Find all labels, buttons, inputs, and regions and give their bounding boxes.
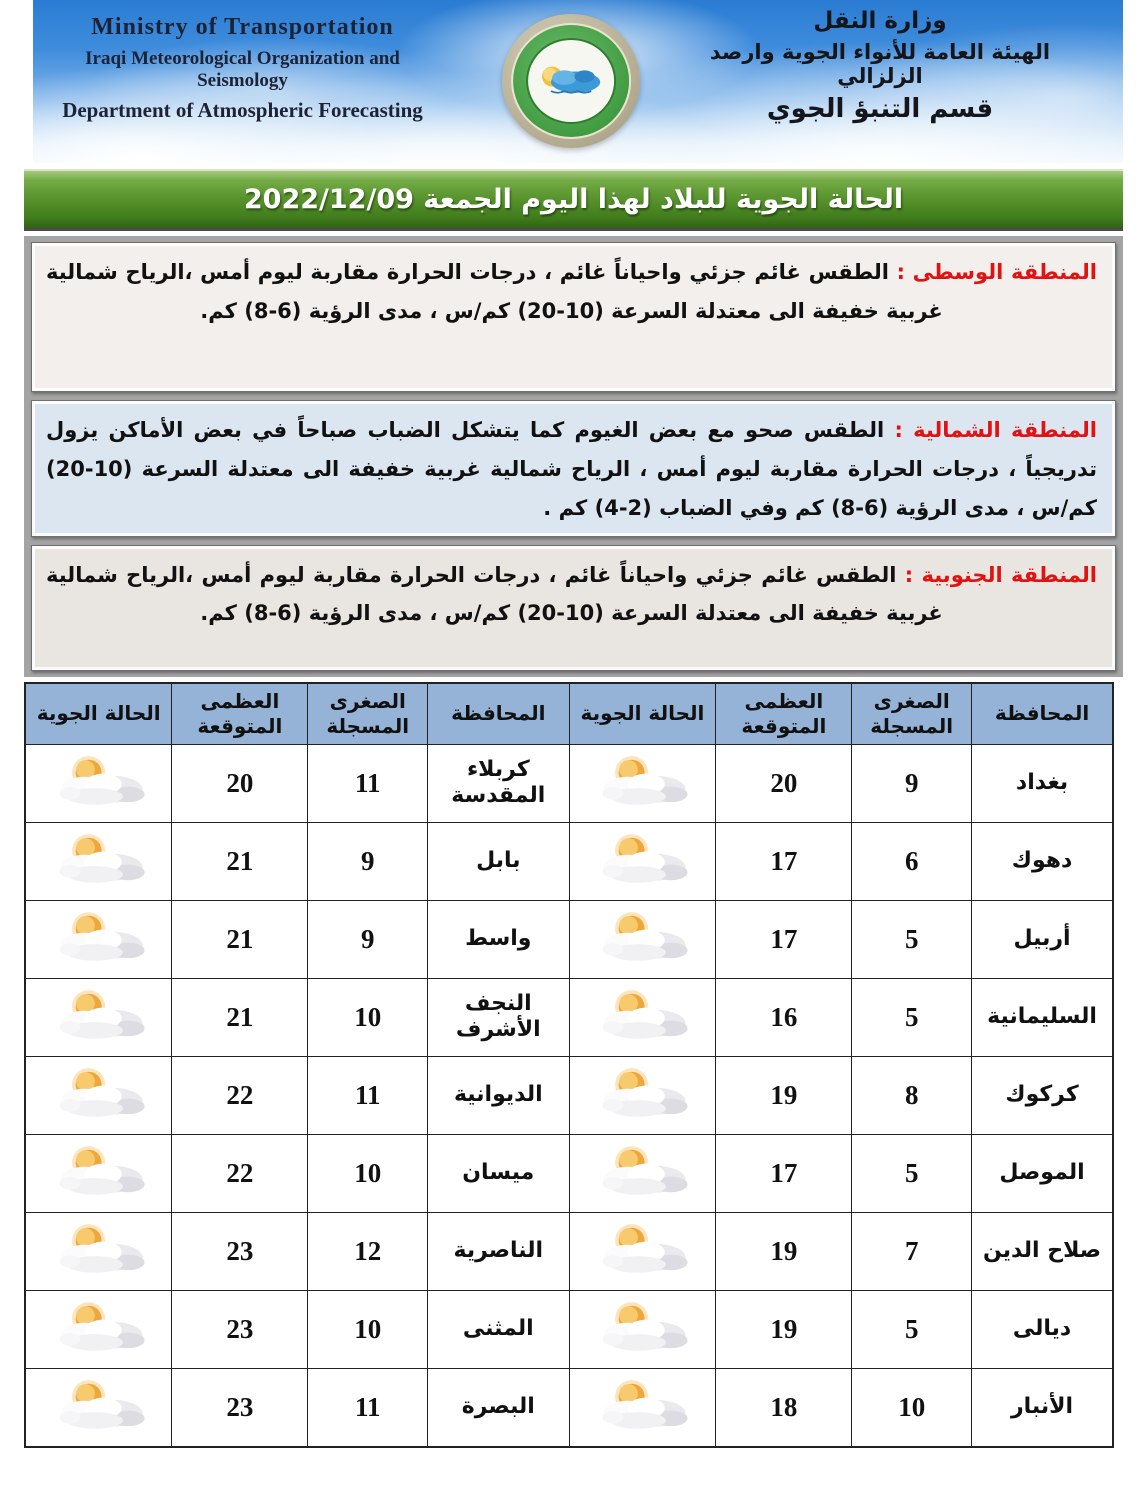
header-min-left: الصغرى المسجلة [308, 683, 428, 745]
header-condition-left: الحالة الجوية [25, 683, 172, 745]
bulletin-title: الحالة الجوية للبلاد لهذا اليوم الجمعة 2022/12/09 [243, 184, 904, 215]
max-temp-cell: 20 [172, 744, 308, 822]
province-cell: كربلاء المقدسة [428, 744, 569, 822]
condition-cell [25, 900, 172, 978]
region-north-text: الطقس صحو مع بعض الغيوم كما يتشكل الضباب صباحاً في بعض الأماكن يزول تدريجياً ، درجات الحرارة مقاربة ليوم أمس ، الرياح شمالية غربية خفيفة الى معتدلة السرعة (10-20) كم/س ، مدى الرؤية (6-8) كم وفي الضباب (2-4) كم . [46, 418, 1097, 520]
header-english-titles [55, 14, 430, 123]
province-cell: دهوك [972, 822, 1113, 900]
max-temp-cell: 19 [716, 1212, 852, 1290]
province-cell: الموصل [972, 1134, 1113, 1212]
region-south-paragraph [46, 556, 1097, 634]
condition-cell [25, 744, 172, 822]
min-temp-cell: 5 [852, 1134, 972, 1212]
region-north-box [31, 400, 1116, 537]
min-temp-cell: 11 [308, 744, 428, 822]
min-temp-cell: 9 [852, 744, 972, 822]
max-temp-cell: 19 [716, 1290, 852, 1368]
min-temp-cell: 5 [852, 978, 972, 1056]
region-north-title: المنطقة الشمالية : [894, 418, 1097, 442]
header-condition-right: الحالة الجوية [569, 683, 716, 745]
province-cell: النجف الأشرف [428, 978, 569, 1056]
max-temp-cell: 21 [172, 900, 308, 978]
min-temp-cell: 6 [852, 822, 972, 900]
sun-behind-cloud-icon [592, 1378, 692, 1436]
condition-cell [25, 1290, 172, 1368]
region-central-title: المنطقة الوسطى : [896, 260, 1097, 284]
province-cell: السليمانية [972, 978, 1113, 1056]
max-temp-cell: 21 [172, 978, 308, 1056]
condition-cell [569, 822, 716, 900]
sun-behind-cloud-icon [49, 988, 149, 1046]
sun-behind-cloud-icon [592, 1144, 692, 1202]
sun-behind-cloud-icon [49, 910, 149, 968]
condition-cell [569, 1290, 716, 1368]
sun-behind-cloud-icon [49, 832, 149, 890]
min-temp-cell: 9 [308, 822, 428, 900]
met-org-seal-icon [502, 14, 640, 148]
min-temp-cell: 5 [852, 1290, 972, 1368]
province-cell: واسط [428, 900, 569, 978]
organization-title-en: Iraqi Meteorological Organization and Seismology [85, 48, 400, 91]
province-cell: أربيل [972, 900, 1113, 978]
min-temp-cell: 9 [308, 900, 428, 978]
min-temp-cell: 10 [308, 1134, 428, 1212]
header-province-right: المحافظة [972, 683, 1113, 745]
province-cell: ميسان [428, 1134, 569, 1212]
sun-behind-cloud-icon [592, 1222, 692, 1280]
condition-cell [25, 978, 172, 1056]
table-row [25, 1290, 1113, 1368]
header-province-left: المحافظة [428, 683, 569, 745]
table-row [25, 978, 1113, 1056]
sun-behind-cloud-icon [49, 1378, 149, 1436]
min-temp-cell: 10 [852, 1368, 972, 1447]
min-temp-cell: 12 [308, 1212, 428, 1290]
region-south-text: الطقس غائم جزئي واحياناً غائم ، درجات الحرارة مقاربة ليوم أمس ،الرياح شمالية غربية خفيفة الى معتدلة السرعة (10-20) كم/س ، مدى الرؤية (6-8) كم. [46, 562, 943, 626]
province-cell: كركوك [972, 1056, 1113, 1134]
min-temp-cell: 11 [308, 1056, 428, 1134]
provinces-weather-table [24, 682, 1114, 1448]
max-temp-cell: 21 [172, 822, 308, 900]
region-central-text: الطقس غائم جزئي واحياناً غائم ، درجات الحرارة مقاربة ليوم أمس ،الرياح شمالية غربية خفيفة الى معتدلة السرعة (10-20) كم/س ، مدى الرؤية (6-8) كم. [46, 260, 943, 323]
sun-behind-cloud-icon [592, 754, 692, 812]
max-temp-cell: 20 [716, 744, 852, 822]
table-row [25, 822, 1113, 900]
condition-cell [25, 1056, 172, 1134]
sun-behind-cloud-icon [49, 1144, 149, 1202]
header-max-right: العظمى المتوقعة [716, 683, 852, 745]
sun-behind-cloud-icon [592, 832, 692, 890]
region-south-box [31, 545, 1116, 671]
condition-cell [25, 822, 172, 900]
document-header [33, 0, 1123, 163]
province-cell: صلاح الدين [972, 1212, 1113, 1290]
sun-behind-cloud-icon [49, 1300, 149, 1358]
condition-cell [569, 744, 716, 822]
date-banner [24, 169, 1123, 231]
min-temp-cell: 7 [852, 1212, 972, 1290]
header-arabic-titles [665, 8, 1095, 124]
max-temp-cell: 19 [716, 1056, 852, 1134]
province-cell: الناصرية [428, 1212, 569, 1290]
table-row [25, 1368, 1113, 1447]
sun-behind-cloud-icon [49, 1222, 149, 1280]
sun-behind-cloud-icon [49, 1066, 149, 1124]
sun-behind-cloud-icon [592, 1066, 692, 1124]
province-cell: البصرة [428, 1368, 569, 1447]
sun-behind-cloud-icon [592, 1300, 692, 1358]
header-min-right: الصغرى المسجلة [852, 683, 972, 745]
condition-cell [25, 1134, 172, 1212]
province-cell: الديوانية [428, 1056, 569, 1134]
table-row [25, 1134, 1113, 1212]
min-temp-cell: 11 [308, 1368, 428, 1447]
max-temp-cell: 17 [716, 900, 852, 978]
province-cell: ديالى [972, 1290, 1113, 1368]
table-row [25, 1056, 1113, 1134]
department-title-en: Department of Atmospheric Forecasting [62, 98, 423, 122]
max-temp-cell: 16 [716, 978, 852, 1056]
min-temp-cell: 10 [308, 978, 428, 1056]
max-temp-cell: 17 [716, 1134, 852, 1212]
condition-cell [25, 1212, 172, 1290]
table-row [25, 744, 1113, 822]
min-temp-cell: 10 [308, 1290, 428, 1368]
table-header-row [25, 683, 1113, 745]
province-cell: بابل [428, 822, 569, 900]
max-temp-cell: 23 [172, 1368, 308, 1447]
header-max-left: العظمى المتوقعة [172, 683, 308, 745]
max-temp-cell: 23 [172, 1290, 308, 1368]
max-temp-cell: 23 [172, 1212, 308, 1290]
sun-behind-cloud-icon [592, 910, 692, 968]
region-central-box [31, 242, 1116, 392]
province-cell: الأنبار [972, 1368, 1113, 1447]
ministry-title-en: Ministry of Transportation [91, 14, 394, 40]
sun-behind-cloud-icon [49, 754, 149, 812]
table-row [25, 900, 1113, 978]
condition-cell [569, 978, 716, 1056]
region-central-paragraph [46, 253, 1097, 331]
max-temp-cell: 17 [716, 822, 852, 900]
organization-title-ar: الهيئة العامة للأنواء الجوية وارصد الزلزالي [709, 40, 1051, 88]
sun-behind-cloud-icon [592, 988, 692, 1046]
condition-cell [569, 1212, 716, 1290]
condition-cell [569, 1368, 716, 1447]
min-temp-cell: 8 [852, 1056, 972, 1134]
min-temp-cell: 5 [852, 900, 972, 978]
condition-cell [569, 1056, 716, 1134]
seal-cloud-sun-icon [535, 62, 607, 100]
department-title-ar: قسم التنبؤ الجوي [766, 94, 994, 124]
province-cell: المثنى [428, 1290, 569, 1368]
max-temp-cell: 22 [172, 1056, 308, 1134]
region-south-title: المنطقة الجنوبية : [904, 562, 1097, 587]
condition-cell [569, 1134, 716, 1212]
max-temp-cell: 22 [172, 1134, 308, 1212]
province-cell: بغداد [972, 744, 1113, 822]
condition-cell [569, 900, 716, 978]
condition-cell [25, 1368, 172, 1447]
max-temp-cell: 18 [716, 1368, 852, 1447]
regions-forecast-section [24, 236, 1123, 677]
region-north-paragraph [46, 411, 1097, 528]
ministry-title-ar: وزارة النقل [813, 8, 947, 34]
table-row [25, 1212, 1113, 1290]
provinces-table-body [25, 744, 1113, 1447]
seal-center-emblem [526, 38, 616, 124]
